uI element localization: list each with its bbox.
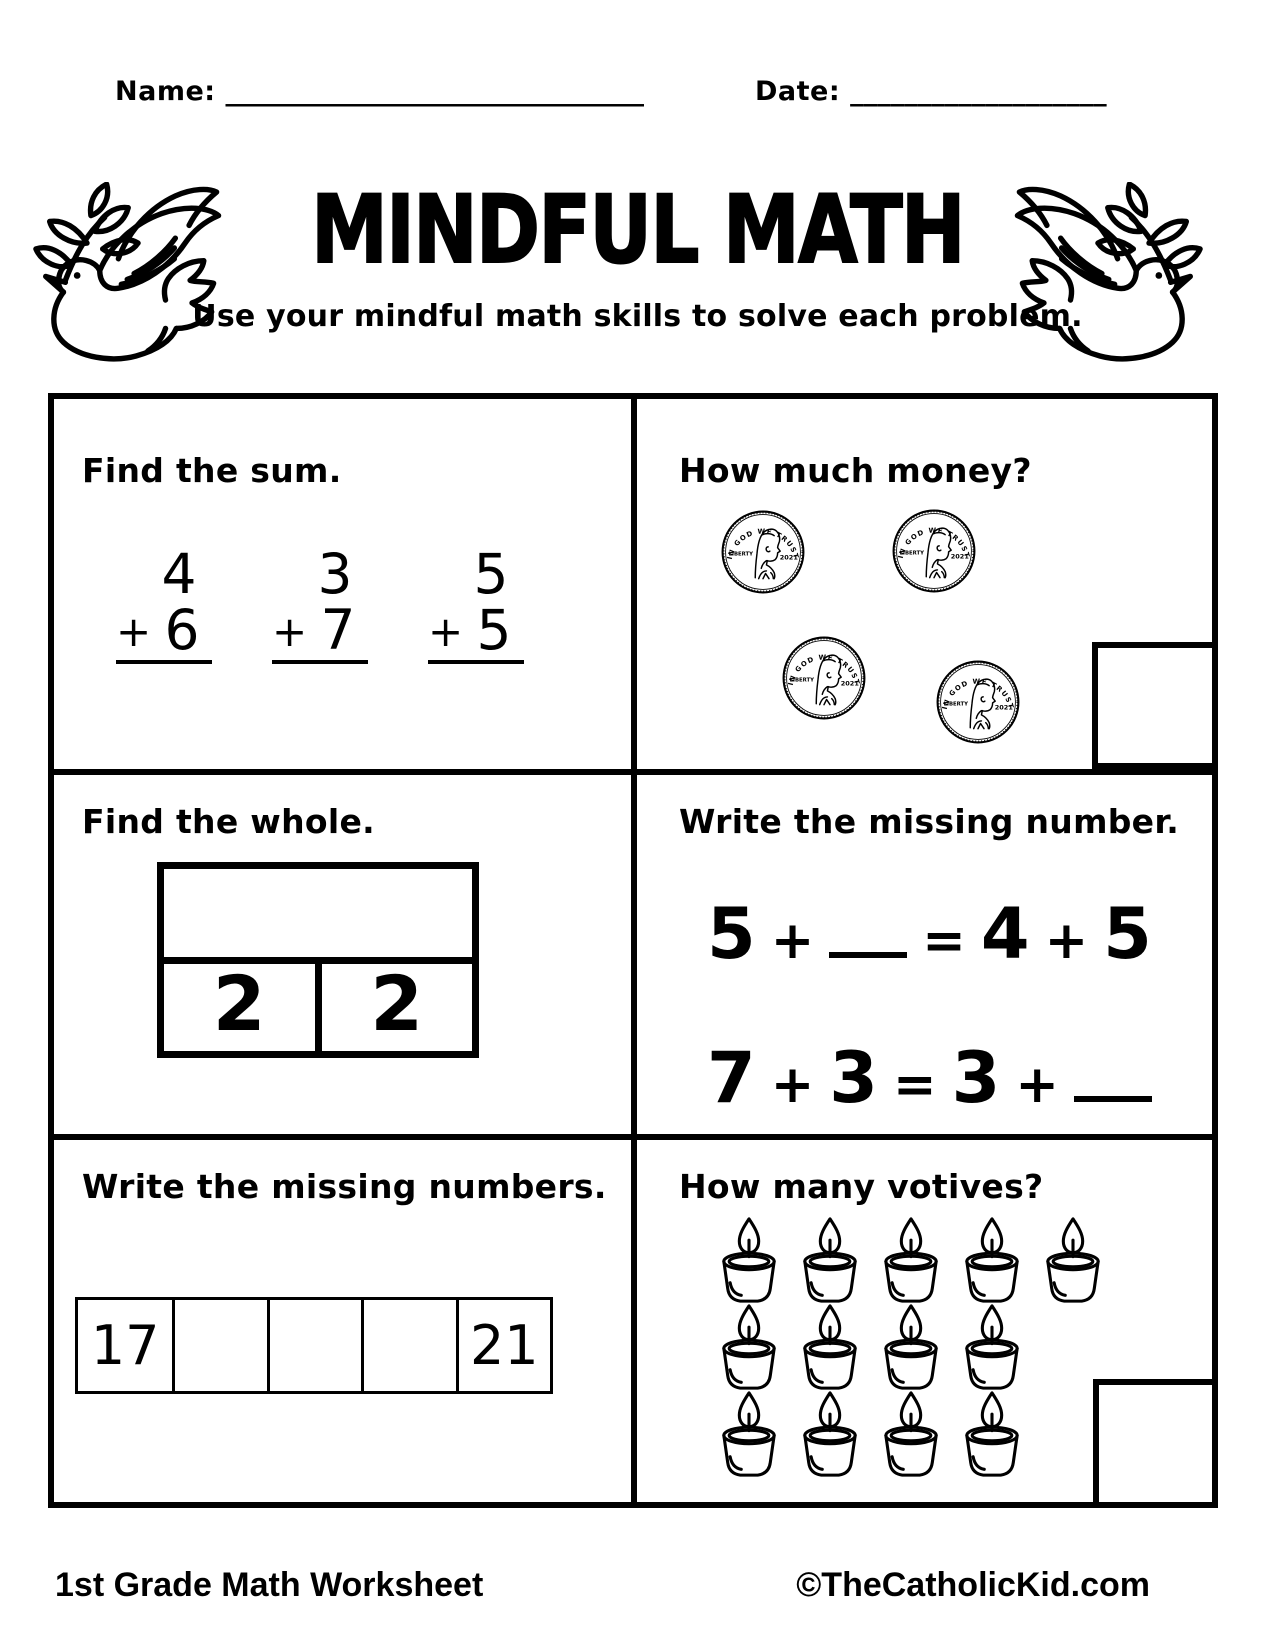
addition-problem <box>428 544 524 664</box>
equation-number: 5 <box>1103 893 1152 975</box>
penny-coin-icon <box>935 659 1021 745</box>
footer-copyright: ©TheCatholicKid.com <box>796 1566 1150 1604</box>
candle-row <box>715 1390 1026 1479</box>
section-find-sum <box>54 399 637 775</box>
equation-operator: + <box>770 911 815 971</box>
sequence-number-box: 17 <box>90 1313 160 1377</box>
date-field <box>755 76 1107 107</box>
plus-operator: + <box>272 607 308 656</box>
part-value: 2 <box>212 959 266 1049</box>
votive-candle-icon <box>715 1390 783 1479</box>
missing-number-blank[interactable] <box>1074 1056 1152 1102</box>
date-label: Date: <box>755 76 841 107</box>
section-label: Write the missing number. <box>679 802 1180 841</box>
addend-top: 3 <box>317 542 353 606</box>
name-field <box>115 76 644 107</box>
votive-candle-icon <box>715 1216 783 1305</box>
votive-candle-icon <box>796 1390 864 1479</box>
money-answer-box[interactable] <box>1092 642 1218 769</box>
penny-coin-icon <box>891 508 977 594</box>
section-label: How much money? <box>679 451 1032 490</box>
section-missing-number <box>637 775 1212 1140</box>
section-label: Find the sum. <box>82 451 342 490</box>
section-votives <box>637 1140 1212 1502</box>
footer-grade-label: 1st Grade Math Worksheet <box>55 1566 484 1604</box>
addend-top: 5 <box>473 542 509 606</box>
whole-answer-cell[interactable] <box>164 869 472 957</box>
penny-coin-icon <box>720 509 806 595</box>
addend-bottom: 7 <box>320 598 356 662</box>
section-missing-numbers <box>54 1140 637 1502</box>
equation-number: 3 <box>951 1037 1001 1119</box>
votive-candle-icon <box>877 1390 945 1479</box>
equation-2 <box>707 1037 1152 1119</box>
votive-candle-icon <box>796 1216 864 1305</box>
votive-candle-icon <box>796 1303 864 1392</box>
plus-operator: + <box>116 607 152 656</box>
votive-candle-icon <box>958 1390 1026 1479</box>
equation-1 <box>707 893 1152 975</box>
sequence-blank-box[interactable] <box>267 1300 361 1391</box>
section-how-much-money <box>637 399 1212 775</box>
addend-bottom: 5 <box>476 598 512 662</box>
votive-candle-icon <box>1039 1216 1107 1305</box>
addend-bottom-row <box>428 598 524 662</box>
part-value: 2 <box>315 964 473 1052</box>
sequence-blank-box[interactable] <box>172 1300 266 1391</box>
name-label: Name: <box>115 76 216 107</box>
sequence-number-box: 21 <box>456 1300 550 1391</box>
equation-operator: = <box>922 911 966 971</box>
part-part-whole-diagram <box>157 862 479 1058</box>
addend-bottom-row <box>272 598 368 662</box>
parts-row <box>164 957 472 1052</box>
page-title: MINDFUL MATH <box>311 176 964 285</box>
addend-top: 4 <box>161 542 197 606</box>
votive-candle-icon <box>958 1216 1026 1305</box>
problem-grid <box>48 393 1218 1508</box>
equation-operator: + <box>1044 911 1089 971</box>
plus-operator: + <box>428 607 464 656</box>
equation-number: 5 <box>707 893 756 975</box>
votive-candle-icon <box>958 1303 1026 1392</box>
section-find-whole <box>54 775 637 1140</box>
sequence-blank-box[interactable] <box>361 1300 455 1391</box>
votive-candle-icon <box>877 1216 945 1305</box>
equation-number: 3 <box>829 1037 879 1119</box>
addend-bottom-row <box>116 598 212 662</box>
equation-operator: = <box>893 1055 937 1115</box>
addition-problem <box>116 544 212 664</box>
date-blank-line[interactable]: ___________________ <box>850 76 1107 107</box>
penny-coin-icon <box>781 635 867 721</box>
section-label: Find the whole. <box>82 802 375 841</box>
candle-row <box>715 1303 1026 1392</box>
missing-number-blank[interactable] <box>829 912 907 958</box>
votives-answer-box[interactable] <box>1093 1379 1218 1508</box>
equation-operator: + <box>1015 1055 1059 1115</box>
page-instructions: Use your mindful math skills to solve each problem. <box>192 299 1083 334</box>
votive-candle-icon <box>877 1303 945 1392</box>
section-label: Write the missing numbers. <box>82 1167 607 1206</box>
section-label: How many votives? <box>679 1167 1044 1206</box>
candle-row <box>715 1216 1107 1305</box>
addition-problem <box>272 544 368 664</box>
sum-problems <box>116 544 524 664</box>
equation-number: 7 <box>707 1037 756 1119</box>
name-blank-line[interactable]: _______________________________ <box>225 76 644 107</box>
votive-candle-icon <box>715 1303 783 1392</box>
equation-operator: + <box>770 1055 815 1115</box>
number-sequence-strip <box>75 1297 553 1394</box>
equation-number: 4 <box>980 893 1030 975</box>
addend-bottom: 6 <box>164 598 200 662</box>
